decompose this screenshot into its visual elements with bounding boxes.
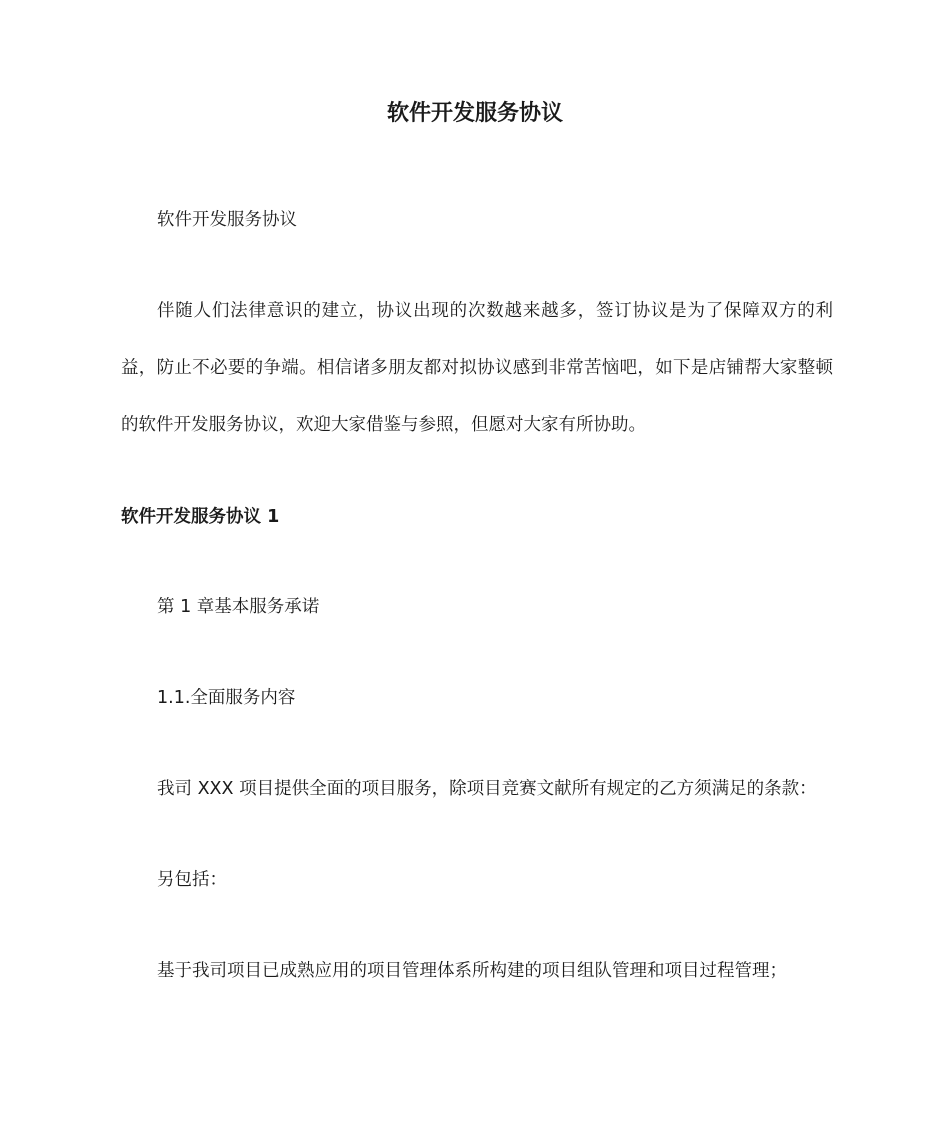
section-heading: 软件开发服务协议 1	[121, 507, 280, 527]
intro-paragraph: 伴随人们法律意识的建立，协议出现的次数越来越多，签订协议是为了保障双方的利益，防止不必要的争端。相信诸多朋友都对拟协议感到非常苦恼吧，如下是店铺帮大家整顿的软件开发服务协议，欢迎大家借鉴与参照，但愿对大家有所协助。	[121, 301, 833, 435]
service-paragraph: 我司 XXX 项目提供全面的项目服务，除项目竞赛文献所有规定的乙方须满足的条款：	[157, 779, 817, 799]
management-paragraph: 基于我司项目已成熟应用的项目管理体系所构建的项目组队管理和项目过程管理；	[157, 961, 787, 981]
document-title: 软件开发服务协议	[386, 101, 563, 126]
additional-paragraph: 另包括：	[157, 870, 227, 890]
chapter-heading: 第 1 章基本服务承诺	[157, 597, 320, 617]
subsection-heading: 1.1.全面服务内容	[157, 688, 296, 708]
document-subtitle: 软件开发服务协议	[157, 210, 297, 230]
